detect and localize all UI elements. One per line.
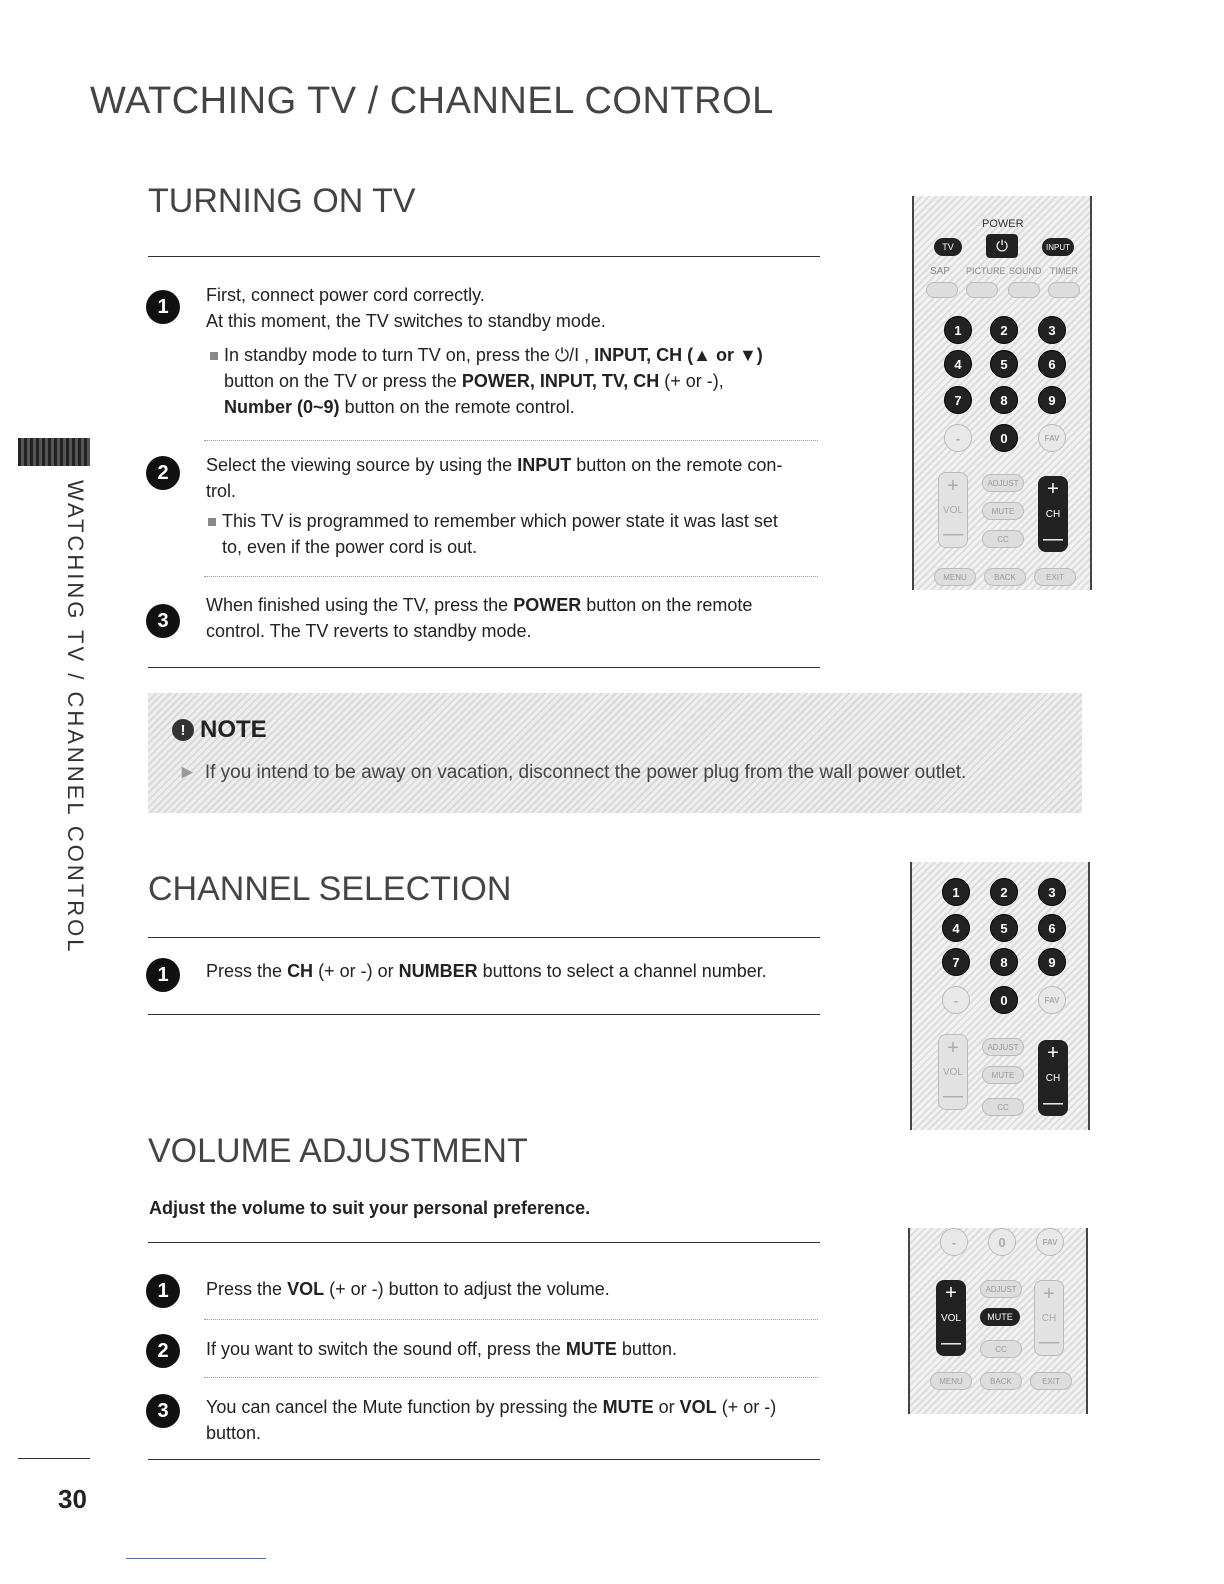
- sap-label: SAP: [930, 266, 951, 277]
- step2-bold: INPUT: [517, 455, 572, 475]
- cc-button: CC: [982, 1098, 1024, 1116]
- vol-label: VOL: [940, 1312, 961, 1324]
- vol-plus: +: [947, 475, 959, 497]
- vol-plus: +: [945, 1282, 957, 1304]
- dotted-divider: [204, 1319, 818, 1320]
- section-title-channel: CHANNEL SELECTION: [148, 870, 512, 908]
- section-title-volume: VOLUME ADJUSTMENT: [148, 1132, 528, 1170]
- remote-illustration-power: [912, 196, 1092, 590]
- vol-label: VOL: [942, 1066, 963, 1078]
- digit-6-button: 6: [1038, 350, 1066, 378]
- vol-step3-bold-vol: VOL: [679, 1397, 717, 1417]
- section-rule: [148, 1014, 820, 1015]
- volume-step1-text: [206, 1276, 821, 1302]
- volume-subtitle: Adjust the volume to suit your personal preference.: [149, 1198, 591, 1218]
- step1-note-bold-c: Number (0~9): [224, 397, 340, 417]
- channel-c: buttons to select a channel number.: [482, 961, 767, 981]
- note-heading: NOTE: [200, 716, 267, 743]
- vol-rocker: [938, 472, 968, 548]
- step-number-3: 3: [146, 1394, 180, 1428]
- digit-5-button: 5: [990, 914, 1018, 942]
- ch-plus: +: [1043, 1283, 1055, 1305]
- step3-bold: POWER: [513, 595, 582, 615]
- vol-plus: +: [947, 1037, 959, 1059]
- digit-1-button: 1: [944, 316, 972, 344]
- dash-button: -: [940, 1228, 968, 1256]
- cc-button: CC: [980, 1340, 1022, 1358]
- ch-minus: —: [1043, 528, 1063, 550]
- note-title: [172, 716, 267, 744]
- digit-9-button: 9: [1038, 386, 1066, 414]
- vol-rocker: [936, 1280, 966, 1356]
- step1-note-bold-b: POWER, INPUT, TV, CH: [461, 371, 660, 391]
- power-symbol: ⏻/I ,: [554, 345, 590, 365]
- input-button: INPUT: [1042, 238, 1074, 256]
- step-number-1: 1: [146, 290, 180, 324]
- fav-button: FAV: [1038, 424, 1066, 452]
- adjust-button: ADJUST: [980, 1280, 1022, 1298]
- footer-link-line: [126, 1558, 266, 1559]
- power-button: ⏻: [986, 234, 1018, 258]
- dotted-divider: [204, 576, 818, 577]
- tv-button: TV: [934, 238, 962, 256]
- step1-note-bold-a: INPUT, CH (▲ or ▼): [594, 345, 763, 365]
- step1-note-a: In standby mode to turn TV on, press the: [224, 345, 550, 365]
- digit-3-button: 3: [1038, 316, 1066, 344]
- menu-button: MENU: [934, 568, 976, 586]
- vol-minus: —: [943, 1085, 963, 1107]
- vol-minus: —: [941, 1332, 961, 1354]
- step2-note-b: to, even if the power cord is out.: [222, 537, 478, 557]
- section-rule: [148, 256, 820, 257]
- step3-text: [206, 592, 821, 644]
- ch-rocker: [1034, 1280, 1064, 1356]
- vol-step3-line2: button.: [206, 1423, 262, 1443]
- digit-4-button: 4: [944, 350, 972, 378]
- dash-button: -: [942, 986, 970, 1014]
- page-number: 30: [58, 1484, 87, 1514]
- arrow-right-icon: ►: [178, 762, 197, 783]
- digit-0-button: 0: [990, 986, 1018, 1014]
- picture-button: [966, 282, 998, 298]
- side-tab-text: WATCHING TV / CHANNEL CONTROL: [63, 480, 88, 955]
- digit-0-button: 0: [990, 424, 1018, 452]
- step-number-3: 3: [146, 604, 180, 638]
- vol-step3-mid: or: [658, 1397, 675, 1417]
- page-title: WATCHING TV / CHANNEL CONTROL: [90, 80, 774, 122]
- side-tab-marker: [18, 438, 90, 466]
- step2-text: [206, 452, 821, 504]
- digit-6-button: 6: [1038, 914, 1066, 942]
- dotted-divider: [204, 1377, 818, 1378]
- ch-label: CH: [1045, 1072, 1061, 1084]
- ch-label: CH: [1041, 1312, 1057, 1324]
- digit-0-button: 0: [988, 1228, 1016, 1256]
- vol-step3-b: (+ or -): [721, 1397, 777, 1417]
- fav-button: FAV: [1036, 1228, 1064, 1256]
- back-button: BACK: [984, 568, 1026, 586]
- digit-1-button: 1: [942, 878, 970, 906]
- fav-button: FAV: [1038, 986, 1066, 1014]
- exit-button: EXIT: [1034, 568, 1076, 586]
- step-number-2: 2: [146, 456, 180, 490]
- step1-line2: At this moment, the TV switches to standby mode.: [206, 311, 606, 331]
- ch-minus: —: [1043, 1092, 1063, 1114]
- timer-label: TIMER: [1050, 266, 1078, 276]
- step1-text: [206, 282, 821, 334]
- volume-step3-text: [206, 1394, 821, 1446]
- step2-line1b: button on the remote con-: [576, 455, 783, 475]
- step1-note-b: button on the TV or press the: [224, 371, 457, 391]
- power-label: POWER: [982, 218, 1024, 230]
- digit-3-button: 3: [1038, 878, 1066, 906]
- adjust-button: ADJUST: [982, 474, 1024, 492]
- digit-8-button: 8: [990, 948, 1018, 976]
- digit-2-button: 2: [990, 316, 1018, 344]
- note-box: [148, 693, 1082, 813]
- vol-label: VOL: [942, 504, 963, 516]
- section-rule: [148, 1459, 820, 1460]
- ch-plus: +: [1047, 478, 1059, 500]
- mute-button: MUTE: [982, 1066, 1024, 1084]
- section-rule: [148, 1242, 820, 1243]
- exit-button: EXIT: [1030, 1372, 1072, 1390]
- vol-step2-bold: MUTE: [565, 1339, 617, 1359]
- section-rule: [148, 937, 820, 938]
- dash-button: -: [944, 424, 972, 452]
- vol-step1-bold: VOL: [287, 1279, 325, 1299]
- sound-label: SOUND: [1009, 266, 1042, 276]
- digit-8-button: 8: [990, 386, 1018, 414]
- ch-rocker: [1038, 1040, 1068, 1116]
- step-number-1: 1: [146, 1274, 180, 1308]
- remote-illustration-volume: [908, 1228, 1088, 1414]
- cc-button: CC: [982, 530, 1024, 548]
- vol-step1-b: (+ or -) button to adjust the volume.: [329, 1279, 610, 1299]
- channel-bold-number: NUMBER: [398, 961, 478, 981]
- step2-line2: trol.: [206, 481, 237, 501]
- step1-note-plain-b: (+ or -),: [664, 371, 724, 391]
- mute-button: MUTE: [980, 1308, 1020, 1326]
- digit-2-button: 2: [990, 878, 1018, 906]
- ch-plus: +: [1047, 1042, 1059, 1064]
- vol-step3-a: You can cancel the Mute function by pressing the: [206, 1397, 598, 1417]
- menu-button: MENU: [930, 1372, 972, 1390]
- section-rule: [148, 667, 820, 668]
- ch-rocker: [1038, 476, 1068, 552]
- step1-line1: First, connect power cord correctly.: [206, 285, 485, 305]
- step2-line1a: Select the viewing source by using the: [206, 455, 513, 475]
- channel-bold-ch: CH: [287, 961, 314, 981]
- vol-rocker: [938, 1034, 968, 1110]
- step3-line1b: button on the remote: [586, 595, 753, 615]
- dotted-divider: [204, 440, 818, 441]
- vol-minus: —: [943, 523, 963, 545]
- step-number-2: 2: [146, 1334, 180, 1368]
- channel-b: (+ or -) or: [318, 961, 394, 981]
- back-button: BACK: [980, 1372, 1022, 1390]
- picture-label: PICTURE: [966, 266, 1006, 276]
- section-title-turning-on: TURNING ON TV: [148, 182, 416, 220]
- vol-step2-a: If you want to switch the sound off, press the: [206, 1339, 561, 1359]
- step-number-1: 1: [146, 958, 180, 992]
- ch-label: CH: [1045, 508, 1061, 520]
- sound-button: [1008, 282, 1040, 298]
- step3-line2: control. The TV reverts to standby mode.: [206, 621, 532, 641]
- vol-step3-bold-mute: MUTE: [602, 1397, 654, 1417]
- digit-4-button: 4: [942, 914, 970, 942]
- mute-button: MUTE: [982, 502, 1024, 520]
- vol-step2-b: button.: [621, 1339, 677, 1359]
- channel-step1-text: [206, 958, 821, 984]
- adjust-button: ADJUST: [982, 1038, 1024, 1056]
- step1-note: [210, 342, 820, 420]
- channel-a: Press the: [206, 961, 283, 981]
- square-bullet-icon: [210, 352, 218, 360]
- ch-minus: —: [1039, 1331, 1059, 1353]
- alert-icon: !: [172, 719, 194, 741]
- digit-9-button: 9: [1038, 948, 1066, 976]
- step3-line1a: When finished using the TV, press the: [206, 595, 509, 615]
- step2-note-a: This TV is programmed to remember which power state it was last set: [222, 511, 778, 531]
- footer-rule: [18, 1458, 90, 1459]
- volume-step2-text: [206, 1336, 821, 1362]
- digit-5-button: 5: [990, 350, 1018, 378]
- step2-note: [208, 508, 820, 560]
- vol-step1-a: Press the: [206, 1279, 283, 1299]
- timer-button: [1048, 282, 1080, 298]
- square-bullet-icon: [208, 518, 216, 526]
- sap-button: [926, 282, 958, 298]
- note-body: If you intend to be away on vacation, disconnect the power plug from the wall power outlet.: [204, 762, 967, 783]
- digit-7-button: 7: [942, 948, 970, 976]
- step1-note-c: button on the remote control.: [344, 397, 575, 417]
- digit-7-button: 7: [944, 386, 972, 414]
- remote-illustration-channel: [910, 862, 1090, 1130]
- note-text: [178, 762, 966, 784]
